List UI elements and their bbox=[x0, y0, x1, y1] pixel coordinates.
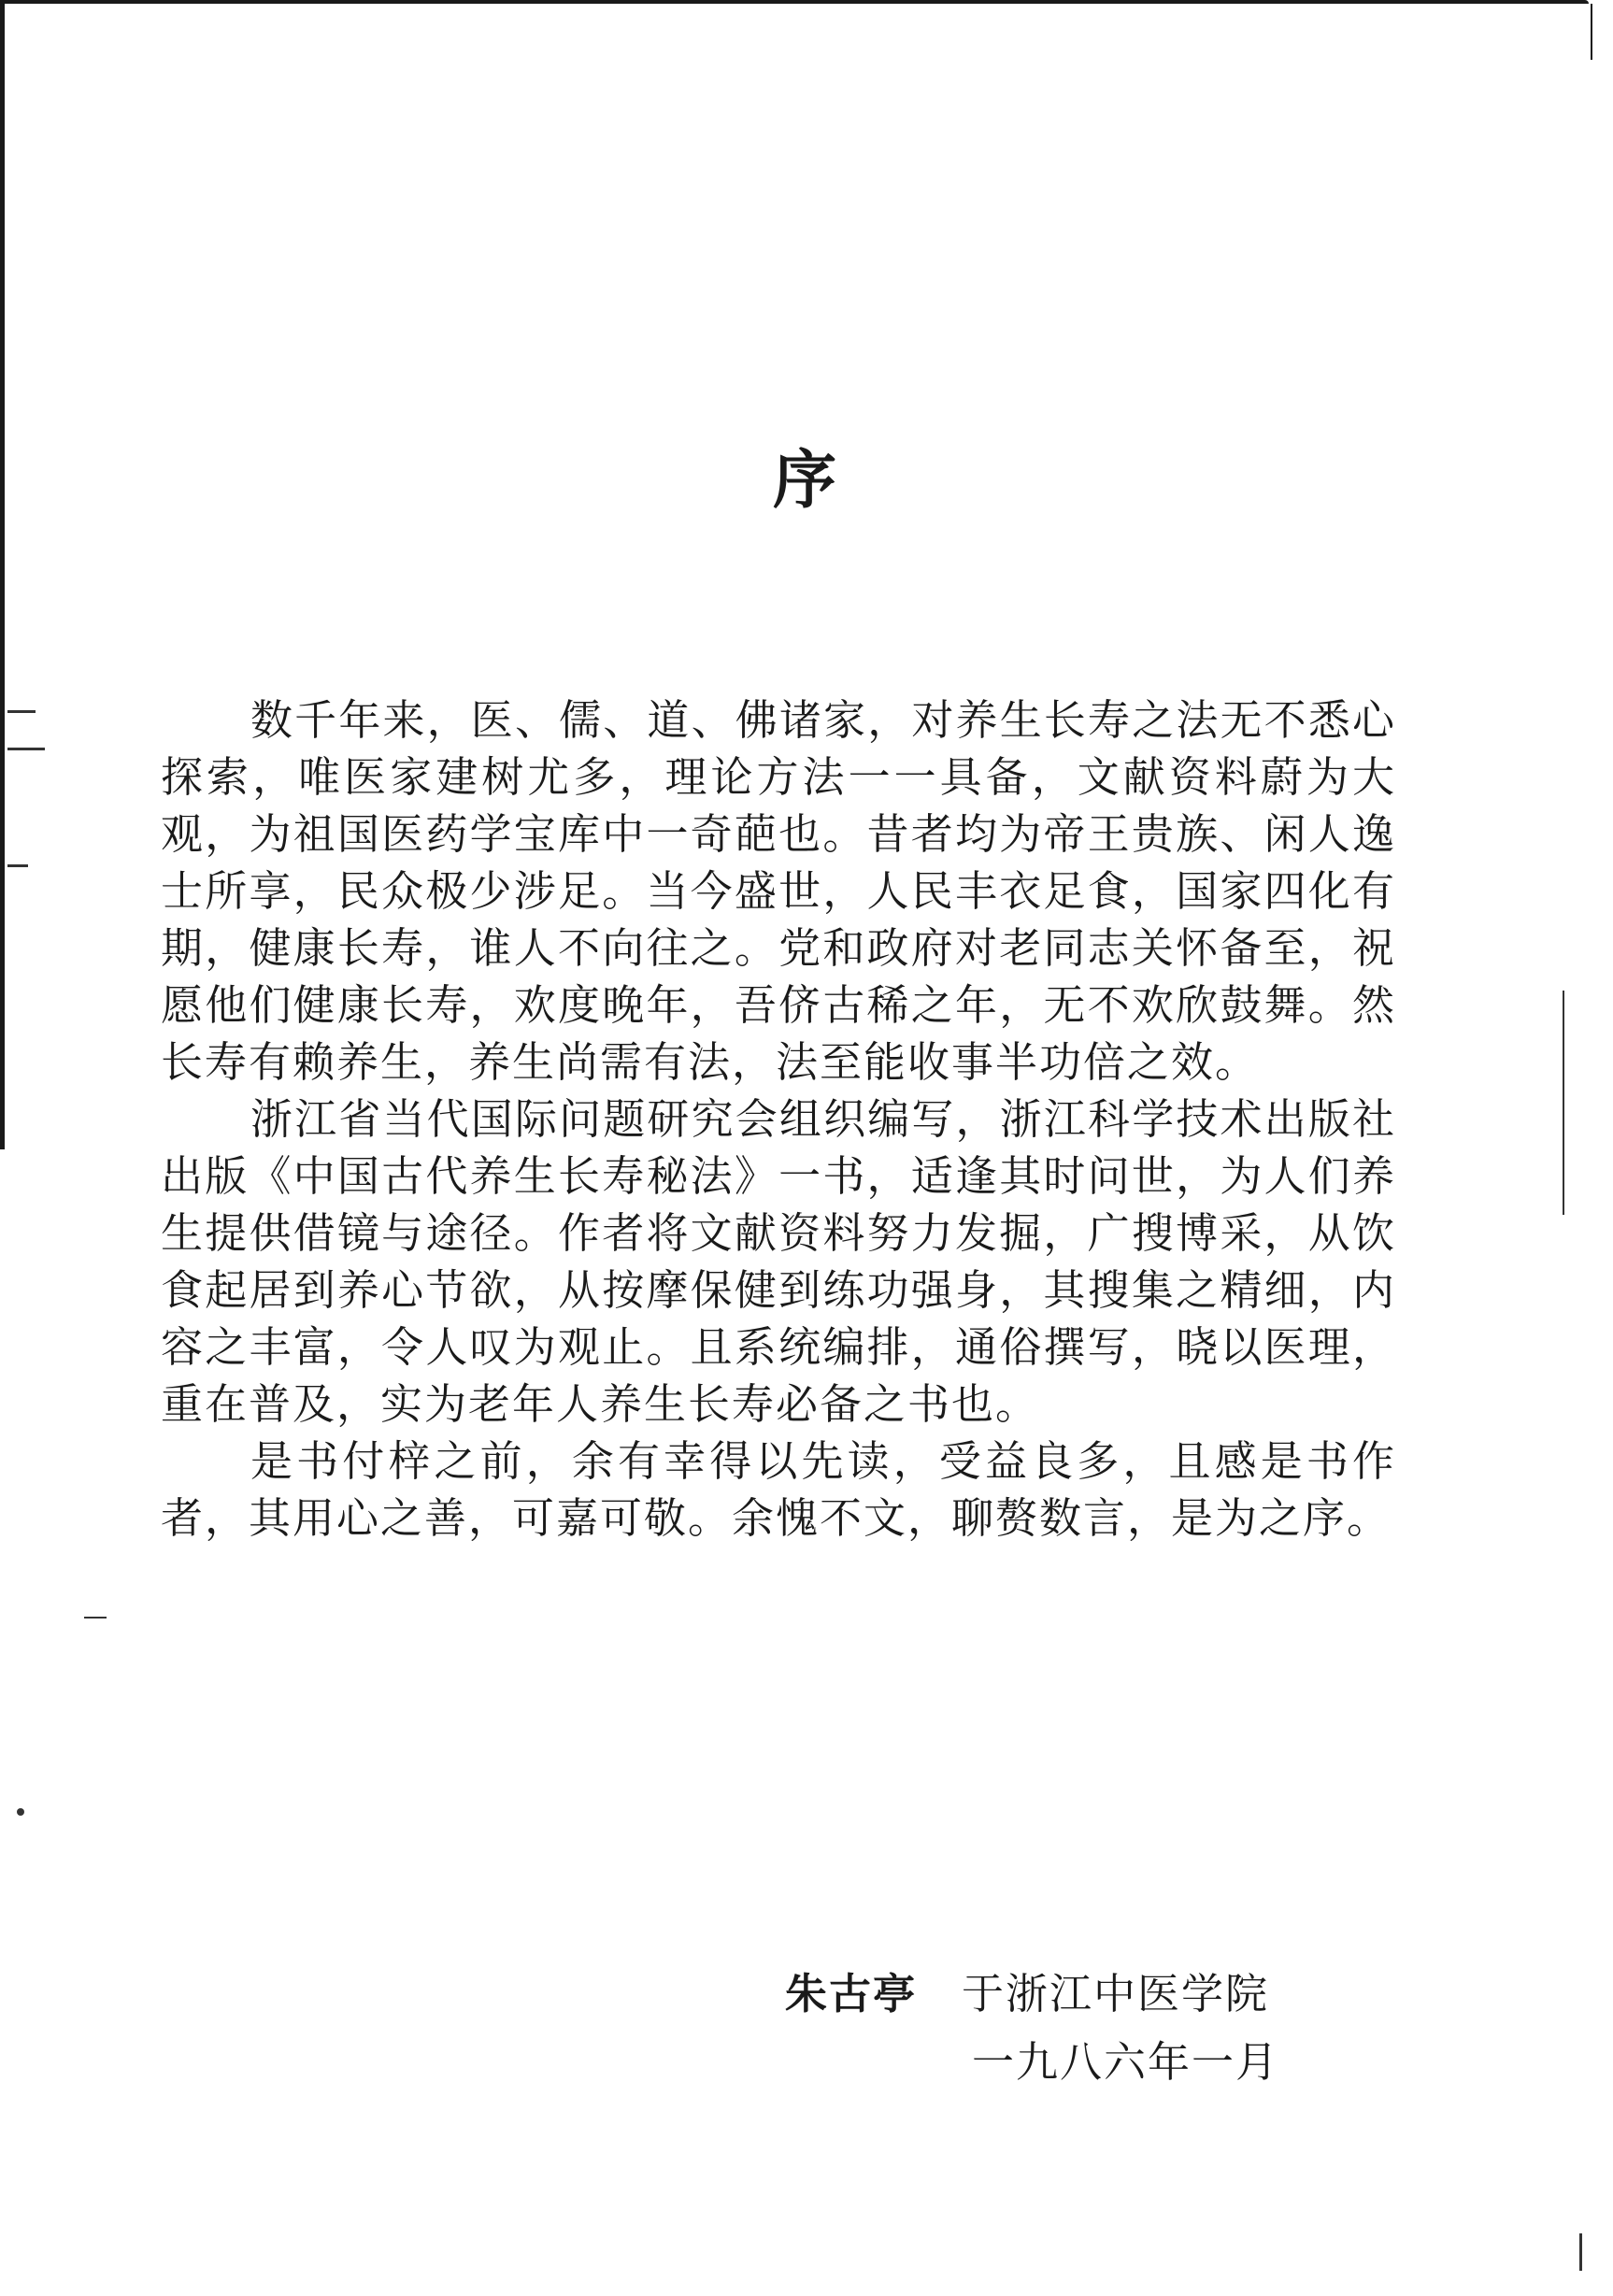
signature-line bbox=[785, 1961, 1269, 2028]
preface-title: 序 bbox=[772, 443, 840, 518]
scan-mark bbox=[7, 710, 36, 713]
page-border-top bbox=[0, 0, 1589, 4]
page-border-left bbox=[0, 0, 5, 1149]
signature-date: 一九八六年一月 bbox=[972, 2037, 1280, 2087]
scan-mark bbox=[84, 1617, 107, 1619]
signature-author: 朱古亭 bbox=[785, 1969, 918, 2018]
preface-paragraph-2: 浙江省当代国际问题研究会组织编写，浙江科学技术出版社出版《中国古代养生长寿秘法》一书，适逢其时问世，为人们养生提供借镜与途径。作者将文献资料努力发掘，广搜博采，从饮食起居到养心节欲，从按摩保健到练功强身，其搜集之精细，内容之丰富，令人叹为观止。且系统编排，通俗撰写，晓以医理，重在普及，实为老年人养生长寿必备之书也。 bbox=[161, 1094, 1396, 1429]
scan-mark bbox=[17, 1808, 24, 1816]
scan-mark bbox=[7, 864, 28, 867]
signature-place: 于浙江中医学院 bbox=[962, 1969, 1270, 2018]
preface-body bbox=[161, 692, 1396, 1547]
scan-mark bbox=[1563, 991, 1564, 1215]
preface-paragraph-3: 是书付梓之前，余有幸得以先读，受益良多，且感是书作者，其用心之善，可嘉可敬。余愧不文，聊赘数言，是为之序。 bbox=[161, 1436, 1396, 1543]
scan-mark bbox=[7, 748, 45, 750]
preface-paragraph-1: 数千年来，医、儒、道、佛诸家，对养生长寿之法无不悉心探索，唯医家建树尤多，理论方法一一具备，文献资料蔚为大观，为祖国医药学宝库中一奇葩也。昔者均为帝王贵族、闲人逸士所享，民众极少涉足。当今盛世，人民丰衣足食，国家四化有期，健康长寿，谁人不向往之。党和政府对老同志关怀备至，祝愿他们健康长寿，欢度晚年，吾侪古稀之年，无不欢欣鼓舞。然长寿有赖养生，养生尚需有法，法至能收事半功倍之效。 bbox=[161, 695, 1396, 1087]
scan-mark bbox=[1579, 2233, 1582, 2271]
page-border-right bbox=[1591, 4, 1592, 60]
